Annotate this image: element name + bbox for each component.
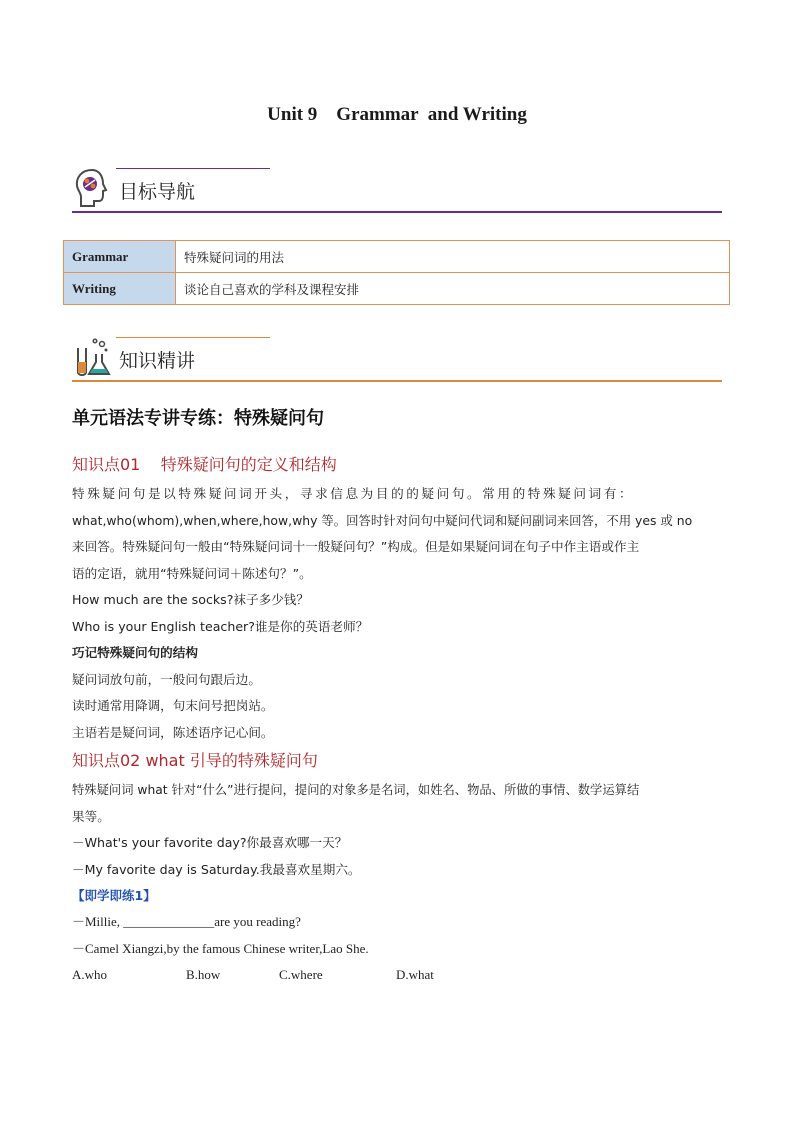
paragraph: 语的定语，就用“特殊疑问词＋陈述句？”。	[72, 565, 312, 581]
section-divider	[72, 211, 722, 213]
section-top-line	[116, 168, 270, 169]
option-d: D.what	[396, 967, 434, 982]
paragraph: 来回答。特殊疑问句一般由“特殊疑问词十一般疑问句？”构成。但是如果疑问词在句子中作主语或作主	[72, 539, 640, 554]
table-value: 特殊疑问词的用法	[176, 241, 730, 273]
section-header-knowledge	[72, 336, 722, 384]
answer-options	[72, 962, 724, 988]
table-row	[64, 241, 730, 273]
memo-title: 巧记特殊疑问句的结构	[72, 645, 198, 660]
paragraph: 特殊疑问词 what 针对“什么”进行提问，提问的对象多是名词，如姓名、物品、所做的事情、数学运算结	[72, 783, 640, 797]
brain-head-icon	[72, 167, 112, 209]
practice-label: 【即学即练1】	[72, 888, 156, 903]
table-key: Grammar	[64, 241, 176, 273]
example-sentence: －My favorite day is Saturday.我最喜欢星期六。	[72, 861, 361, 877]
section-title: 目标导航	[119, 181, 196, 203]
section-title: 知识精讲	[119, 350, 196, 372]
goals-table	[63, 240, 730, 305]
example-sentence: How much are the socks?袜子多少钱？	[72, 592, 309, 607]
page-title: Unit 9 Grammar and Writing	[267, 104, 527, 125]
table-value: 谈论自己喜欢的学科及课程安排	[176, 273, 730, 305]
example-sentence: －What's your favorite day?你最喜欢哪一天？	[72, 835, 348, 850]
memo-line: 读时通常用降调，句末问号把岗站。	[72, 698, 274, 713]
paragraph: what,who(whom),when,where,how,why 等。回答时针对问句中疑问代词和疑问副词来回答，不用 yes 或 no	[72, 512, 693, 528]
memo-line: 疑问词放句前，一般问句跟后边。	[72, 671, 261, 687]
knowledge-point-heading: 知识点01 特殊疑问句的定义和结构	[72, 455, 337, 474]
option-a: A.who	[72, 967, 108, 982]
option-c: C.where	[279, 967, 323, 982]
lab-flask-icon	[72, 336, 112, 378]
section-divider	[72, 380, 722, 382]
main-heading: 单元语法专讲专练：特殊疑问句	[72, 408, 324, 429]
table-row	[64, 273, 730, 305]
paragraph: 果等。	[72, 808, 110, 824]
practice-answer: －Camel Xiangzi,by the famous Chinese writer,Lao She.	[72, 940, 369, 956]
table-key: Writing	[64, 273, 176, 305]
memo-line: 主语若是疑问词，陈述语序记心间。	[72, 724, 274, 740]
section-header-goals	[72, 167, 722, 215]
knowledge-point-heading: 知识点02 what 引导的特殊疑问句	[72, 751, 318, 770]
practice-question: －Millie, ______________are you reading?	[72, 914, 301, 929]
option-b: B.how	[186, 967, 221, 982]
example-sentence: Who is your English teacher?谁是你的英语老师？	[72, 618, 369, 634]
section-top-line	[116, 337, 270, 338]
content-body	[72, 404, 724, 988]
paragraph: 特殊疑问句是以特殊疑问词开头，寻求信息为目的的疑问句。常用的特殊疑问词有：	[72, 486, 635, 501]
